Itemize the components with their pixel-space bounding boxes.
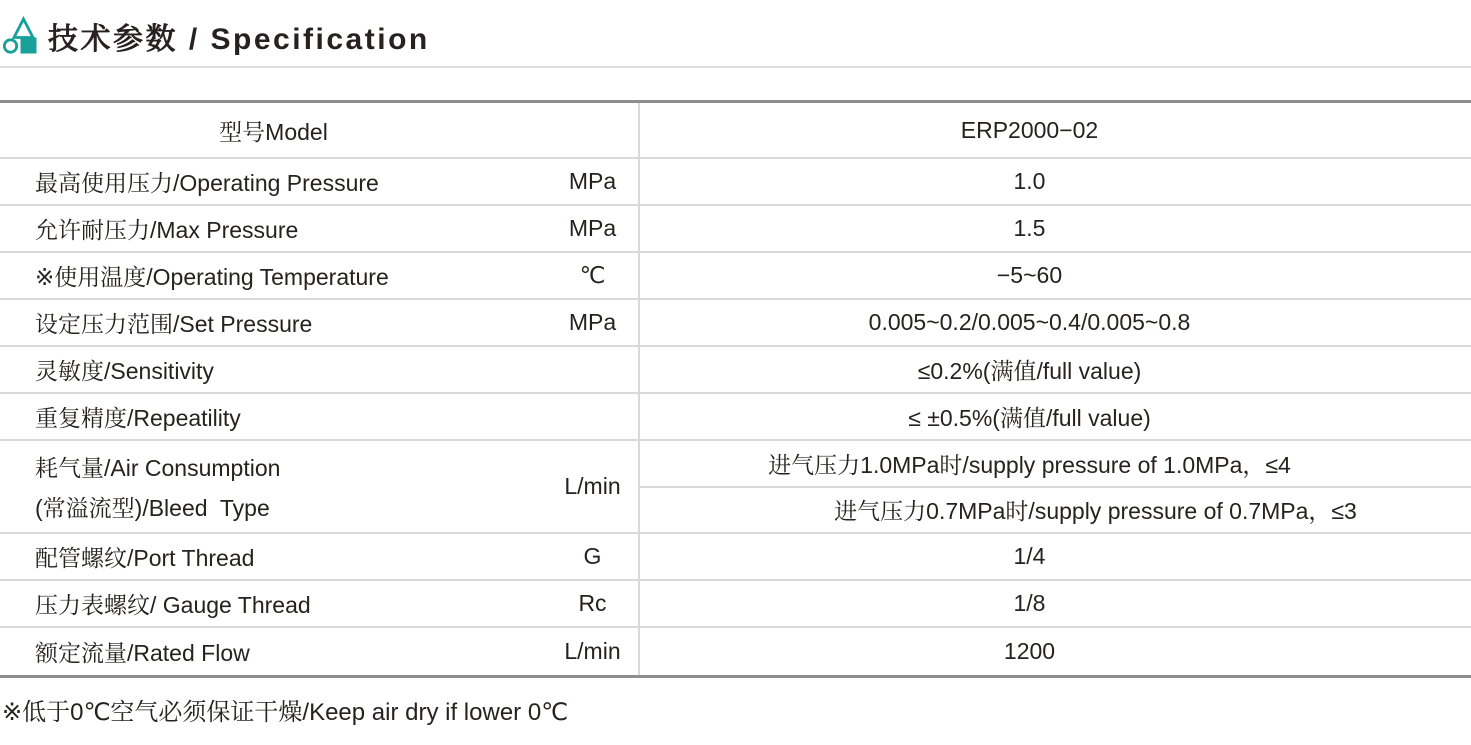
shapes-icon bbox=[3, 16, 39, 56]
row-unit: MPa bbox=[568, 215, 617, 241]
footnote: ※低于0℃空气必须保证干燥/Keep air dry if lower 0℃ bbox=[2, 699, 569, 726]
air-consumption-value-1: 进气压力1.0MPa时/supply pressure of 1.0MPa，≤4 bbox=[640, 441, 1471, 488]
air-consumption-values bbox=[638, 441, 1471, 532]
row-value: 1/4 bbox=[638, 534, 1471, 579]
table-row-model bbox=[0, 103, 1471, 159]
row-label: ※使用温度/Operating Temperature bbox=[35, 264, 389, 290]
air-consumption-label-line1: 耗气量/Air Consumption bbox=[35, 455, 281, 482]
air-consumption-left-cell bbox=[0, 441, 638, 532]
table-row-operating-pressure bbox=[0, 159, 1471, 206]
row-value: ≤0.2%(满值/full value) bbox=[638, 347, 1471, 392]
table-row-max-pressure bbox=[0, 206, 1471, 253]
specification-table bbox=[0, 100, 1471, 678]
row-label: 设定压力范围/Set Pressure bbox=[35, 311, 313, 337]
row-unit: G bbox=[583, 543, 602, 569]
row-unit: L/min bbox=[564, 638, 621, 664]
model-value: ERP2000−02 bbox=[638, 103, 1471, 157]
air-consumption-label bbox=[0, 441, 547, 532]
row-unit: ℃ bbox=[579, 262, 606, 288]
table-row-air-consumption bbox=[0, 441, 1471, 534]
row-label: 配管螺纹/Port Thread bbox=[35, 545, 255, 571]
row-value: −5~60 bbox=[638, 253, 1471, 298]
header-divider bbox=[0, 66, 1471, 68]
row-value: 1/8 bbox=[638, 581, 1471, 626]
table-row-operating-temperature bbox=[0, 253, 1471, 300]
row-unit: MPa bbox=[568, 309, 617, 335]
row-unit: Rc bbox=[578, 590, 607, 616]
row-value: 1.5 bbox=[638, 206, 1471, 251]
row-label: 压力表螺纹/ Gauge Thread bbox=[35, 592, 311, 618]
row-label: 额定流量/Rated Flow bbox=[35, 640, 250, 666]
row-unit: MPa bbox=[568, 168, 617, 194]
row-value: 0.005~0.2/0.005~0.4/0.005~0.8 bbox=[638, 300, 1471, 345]
table-row-set-pressure bbox=[0, 300, 1471, 347]
model-label: 型号Model bbox=[219, 118, 328, 145]
row-label: 重复精度/Repeatility bbox=[35, 405, 241, 431]
air-consumption-label-line2: (常溢流型)/Bleed Type bbox=[35, 494, 270, 521]
page-title: 技术参数 / Specification bbox=[48, 22, 430, 56]
table-row-rated-flow bbox=[0, 628, 1471, 675]
air-consumption-value-2: 进气压力0.7MPa时/supply pressure of 0.7MPa，≤3 bbox=[834, 498, 1357, 525]
row-value: ≤ ±0.5%(满值/full value) bbox=[638, 394, 1471, 439]
row-value: 1200 bbox=[638, 628, 1471, 675]
row-value: 1.0 bbox=[638, 159, 1471, 204]
section-header bbox=[0, 0, 1471, 56]
row-label: 灵敏度/Sensitivity bbox=[35, 358, 214, 384]
air-consumption-unit: L/min bbox=[564, 473, 621, 499]
row-label: 允许耐压力/Max Pressure bbox=[35, 217, 299, 243]
table-row-sensitivity bbox=[0, 347, 1471, 394]
table-row-gauge-thread bbox=[0, 581, 1471, 628]
row-label: 最高使用压力/Operating Pressure bbox=[35, 170, 379, 196]
table-row-port-thread bbox=[0, 534, 1471, 581]
table-row-repeatility bbox=[0, 394, 1471, 441]
